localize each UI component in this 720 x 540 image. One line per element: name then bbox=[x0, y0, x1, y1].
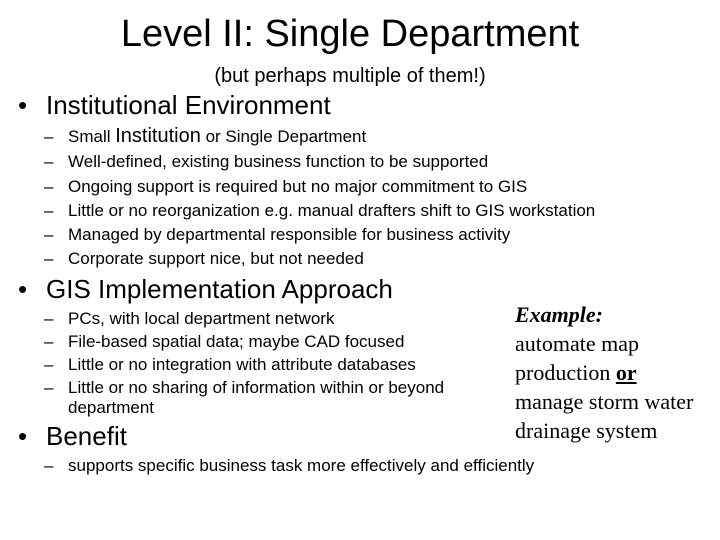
bullet-marker: • bbox=[18, 421, 28, 451]
sub-item-text: Little or no reorganization e.g. manual drafters shift to GIS workstation bbox=[68, 201, 596, 220]
example-line-text: production bbox=[515, 360, 616, 385]
dash-marker: – bbox=[44, 201, 54, 220]
bullet-heading: Benefit bbox=[46, 421, 127, 451]
dash-marker: – bbox=[44, 378, 54, 397]
sub-item-text-big: Institution bbox=[115, 125, 201, 147]
dash-marker: – bbox=[44, 177, 54, 196]
sub-item bbox=[44, 332, 404, 352]
bullet-marker: • bbox=[18, 274, 28, 304]
example-heading: Example: bbox=[515, 302, 603, 327]
sub-item-text-post: or Single Department bbox=[200, 127, 367, 146]
sub-item-text: File-based spatial data; maybe CAD focused bbox=[68, 332, 405, 351]
dash-marker: – bbox=[44, 152, 54, 171]
sub-item-text: Little or no integration with attribute databases bbox=[68, 355, 416, 374]
example-line: drainage system bbox=[515, 418, 658, 443]
sub-item bbox=[44, 378, 464, 418]
dash-marker: – bbox=[44, 225, 54, 244]
bullet-marker: • bbox=[18, 90, 28, 120]
bullet-institutional-environment bbox=[18, 90, 331, 120]
bullet-heading: Institutional Environment bbox=[46, 90, 331, 120]
sub-item-text-pre: Small bbox=[68, 127, 116, 146]
bullet-gis-implementation-approach bbox=[18, 274, 393, 304]
slide-title: Level II: Single Department bbox=[120, 13, 580, 55]
sub-item bbox=[44, 225, 510, 245]
bullet-heading: GIS Implementation Approach bbox=[46, 274, 393, 304]
sub-item-text: Managed by departmental responsible for business activity bbox=[68, 225, 511, 244]
example-line: manage storm water bbox=[515, 389, 694, 414]
sub-item bbox=[44, 177, 527, 197]
sub-item bbox=[44, 355, 416, 375]
sub-item bbox=[44, 126, 366, 147]
dash-marker: – bbox=[44, 456, 54, 475]
bullet-benefit bbox=[18, 421, 127, 451]
slide-subtitle: (but perhaps multiple of them!) bbox=[214, 65, 486, 87]
sub-item-text: Little or no sharing of information within or beyond department bbox=[68, 378, 445, 417]
dash-marker: – bbox=[44, 249, 54, 268]
dash-marker: – bbox=[44, 332, 54, 351]
example-underlined-or: or bbox=[615, 360, 637, 385]
dash-marker: – bbox=[44, 309, 54, 328]
dash-marker: – bbox=[44, 127, 54, 146]
sub-item bbox=[44, 201, 595, 221]
example-callout bbox=[515, 300, 693, 445]
sub-item-text: supports specific business task more effectively and efficiently bbox=[68, 456, 535, 475]
sub-item bbox=[44, 309, 334, 329]
dash-marker: – bbox=[44, 355, 54, 374]
example-line bbox=[515, 358, 693, 387]
sub-item bbox=[44, 249, 364, 269]
sub-item-text: Corporate support nice, but not needed bbox=[68, 249, 364, 268]
sub-item-text: Well-defined, existing business function to be supported bbox=[68, 152, 489, 171]
sub-item-text: PCs, with local department network bbox=[68, 309, 335, 328]
example-line: automate map bbox=[515, 331, 640, 356]
sub-item bbox=[44, 152, 488, 172]
sub-item bbox=[44, 456, 534, 476]
sub-item-text: Ongoing support is required but no major commitment to GIS bbox=[68, 177, 528, 196]
